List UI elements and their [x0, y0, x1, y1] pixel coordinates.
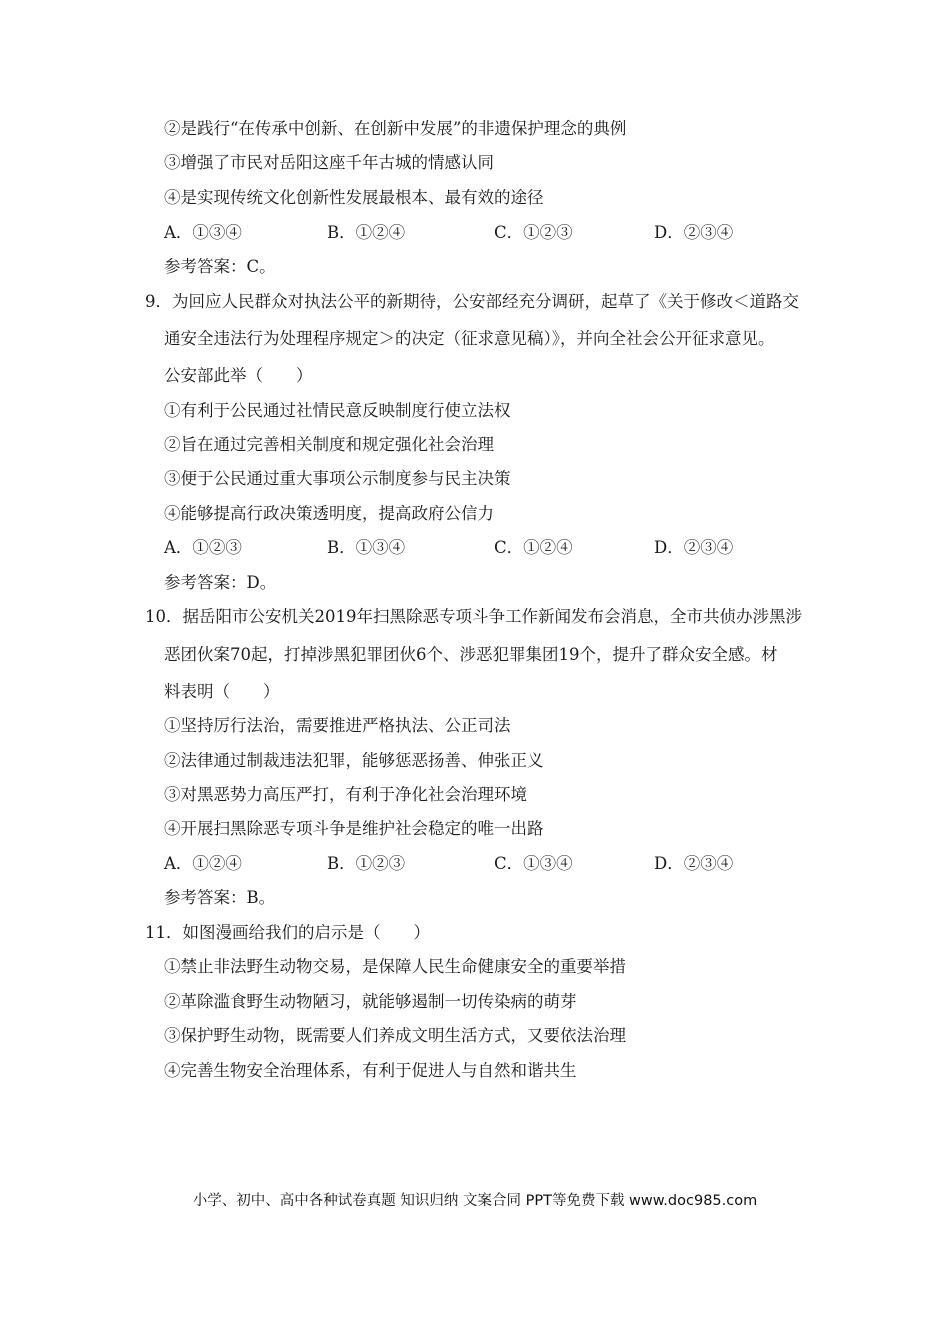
q8-option-d: D．②③④ [654, 223, 734, 242]
q9-options [0, 537, 800, 559]
q9-statement-4: ④能够提高行政决策透明度，提高政府公信力 [164, 504, 494, 523]
q11-statement-3: ③保护野生动物，既需要人们养成文明生活方式，又要依法治理 [164, 1026, 626, 1045]
q8-statement-3: ③增强了市民对岳阳这座千年古城的情感认同 [164, 153, 494, 172]
q10-answer: 参考答案：B。 [164, 888, 276, 907]
q9-option-a: A．①②③ [164, 538, 242, 557]
q8-statement-2: ②是践行“在传承中创新、在创新中发展”的非遗保护理念的典例 [164, 119, 627, 138]
page-footer: 小学、初中、高中各种试卷真题 知识归纳 文案合同 PPT等免费下载 www.doc985.com [192, 1193, 758, 1209]
q9-answer: 参考答案：D。 [164, 573, 277, 592]
q9-stem-line-3: 公安部此举（ ） [164, 366, 313, 385]
q10-statement-2: ②法律通过制裁违法犯罪，能够惩恶扬善、伸张正义 [164, 751, 544, 770]
q10-statement-4: ④开展扫黑除恶专项斗争是维护社会稳定的唯一出路 [164, 819, 544, 838]
q10-option-d: D．②③④ [654, 854, 734, 873]
q11-statement-1: ①禁止非法野生动物交易，是保障人民生命健康安全的重要举措 [164, 957, 626, 976]
q9-option-c: C．①②④ [494, 538, 573, 557]
q8-option-b: B．①②④ [327, 223, 406, 242]
q10-option-c: C．①③④ [494, 854, 573, 873]
q11-stem-line-1: 11．如图漫画给我们的启示是（ ） [145, 923, 430, 942]
q9-stem-line-1: 9．为回应人民群众对执法公平的新期待，公安部经充分调研，起草了《关于修改＜道路交 [145, 292, 799, 311]
q8-answer: 参考答案：C。 [164, 257, 276, 276]
q11-statement-2: ②革除滥食野生动物陋习，就能够遏制一切传染病的萌芽 [164, 992, 577, 1011]
q10-statement-3: ③对黑恶势力高压严打，有利于净化社会治理环境 [164, 785, 527, 804]
q9-statement-1: ①有利于公民通过社情民意反映制度行使立法权 [164, 401, 511, 420]
q9-statement-2: ②旨在通过完善相关制度和规定强化社会治理 [164, 435, 494, 454]
q9-stem-line-2: 通安全违法行为处理程序规定＞的决定（征求意见稿）》，并向全社会公开征求意见。 [164, 329, 775, 348]
q11-statement-4: ④完善生物安全治理体系，有利于促进人与自然和谐共生 [164, 1061, 577, 1080]
q10-stem-line-2: 恶团伙案70起，打掉涉黑犯罪团伙6个、涉恶犯罪集团19个，提升了群众安全感。材 [164, 645, 778, 664]
q8-option-a: A．①③④ [164, 223, 242, 242]
q8-options [0, 222, 800, 244]
q9-option-d: D．②③④ [654, 538, 734, 557]
q8-option-c: C．①②③ [494, 223, 573, 242]
q10-stem-line-1: 10．据岳阳市公安机关2019年扫黑除恶专项斗争工作新闻发布会消息，全市共侦办涉黑涉 [145, 607, 802, 626]
q9-statement-3: ③便于公民通过重大事项公示制度参与民主决策 [164, 469, 511, 488]
q10-stem-line-3: 料表明（ ） [164, 682, 280, 701]
q8-statement-4: ④是实现传统文化创新性发展最根本、最有效的途径 [164, 188, 544, 207]
q10-option-a: A．①②④ [164, 854, 242, 873]
q10-option-b: B．①②③ [327, 854, 406, 873]
q9-option-b: B．①③④ [327, 538, 406, 557]
q10-options [0, 853, 800, 875]
q10-statement-1: ①坚持厉行法治，需要推进严格执法、公正司法 [164, 716, 511, 735]
